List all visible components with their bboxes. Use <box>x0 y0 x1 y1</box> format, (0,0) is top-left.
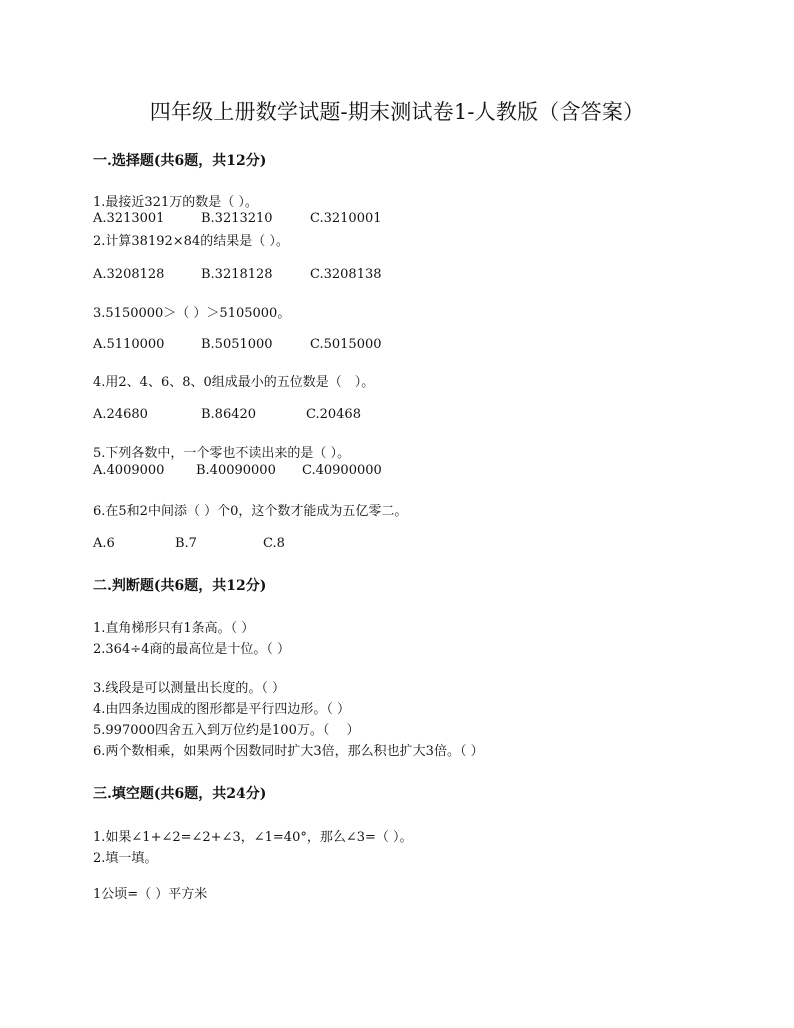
option-a: A.24680 <box>93 407 148 422</box>
option-b: B.7 <box>175 536 197 551</box>
option-c: C.3210001 <box>310 211 382 226</box>
section-heading-judgment: 二.判断题(共6题，共12分) <box>93 578 267 594</box>
option-c: C.5015000 <box>310 337 382 352</box>
page-title: 四年级上册数学试题-期末测试卷1-人教版（含答案） <box>149 100 645 124</box>
question-text: 6.两个数相乘，如果两个因数同时扩大3倍，那么积也扩大3倍。（ ） <box>93 744 484 759</box>
option-a: A.3208128 <box>93 267 165 282</box>
question-text: 3.线段是可以测量出长度的。（ ） <box>93 681 286 696</box>
section-heading-choice: 一.选择题(共6题，共12分) <box>93 153 267 169</box>
option-b: B.5051000 <box>201 337 273 352</box>
option-a: A.5110000 <box>93 337 165 352</box>
option-c: C.20468 <box>306 407 361 422</box>
question-text: 2.计算38192×84的结果是（ ）。 <box>93 234 289 249</box>
option-c: C.3208138 <box>310 267 382 282</box>
question-text: 1公顷=（ ）平方米 <box>93 887 208 902</box>
question-text: 4.用2、4、6、8、0组成最小的五位数是（ ）。 <box>93 375 375 390</box>
option-b: B.86420 <box>201 407 257 422</box>
question-text: 2.填一填。 <box>93 851 158 866</box>
question-text: 5.下列各数中，一个零也不读出来的是（ ）。 <box>93 446 351 461</box>
question-text: 2.364÷4商的最高位是十位。（ ） <box>93 642 291 657</box>
option-c: C.8 <box>263 536 285 551</box>
option-c: C.40900000 <box>302 463 382 478</box>
question-text: 5.997000四舍五入到万位约是100万。（ ） <box>93 723 360 738</box>
section-heading-fill-in: 三.填空题(共6题，共24分) <box>93 786 267 802</box>
question-text: 4.由四条边围成的图形都是平行四边形。（ ） <box>93 702 351 717</box>
question-text: 1.最接近321万的数是（ ）。 <box>93 195 258 210</box>
question-text: 1.直角梯形只有1条高。（ ） <box>93 621 255 636</box>
question-text: 3.5150000＞（ ）＞5105000。 <box>93 306 291 321</box>
option-b: B.3213210 <box>201 211 273 226</box>
question-text: 1.如果∠1+∠2=∠2+∠3，∠1=40°，那么∠3=（ ）。 <box>93 830 413 845</box>
option-a: A.6 <box>93 536 115 551</box>
option-b: B.3218128 <box>201 267 273 282</box>
question-text: 6.在5和2中间添（ ）个0，这个数才能成为五亿零二。 <box>93 504 408 519</box>
option-a: A.4009000 <box>93 463 165 478</box>
option-b: B.40090000 <box>196 463 276 478</box>
option-a: A.3213001 <box>93 211 165 226</box>
